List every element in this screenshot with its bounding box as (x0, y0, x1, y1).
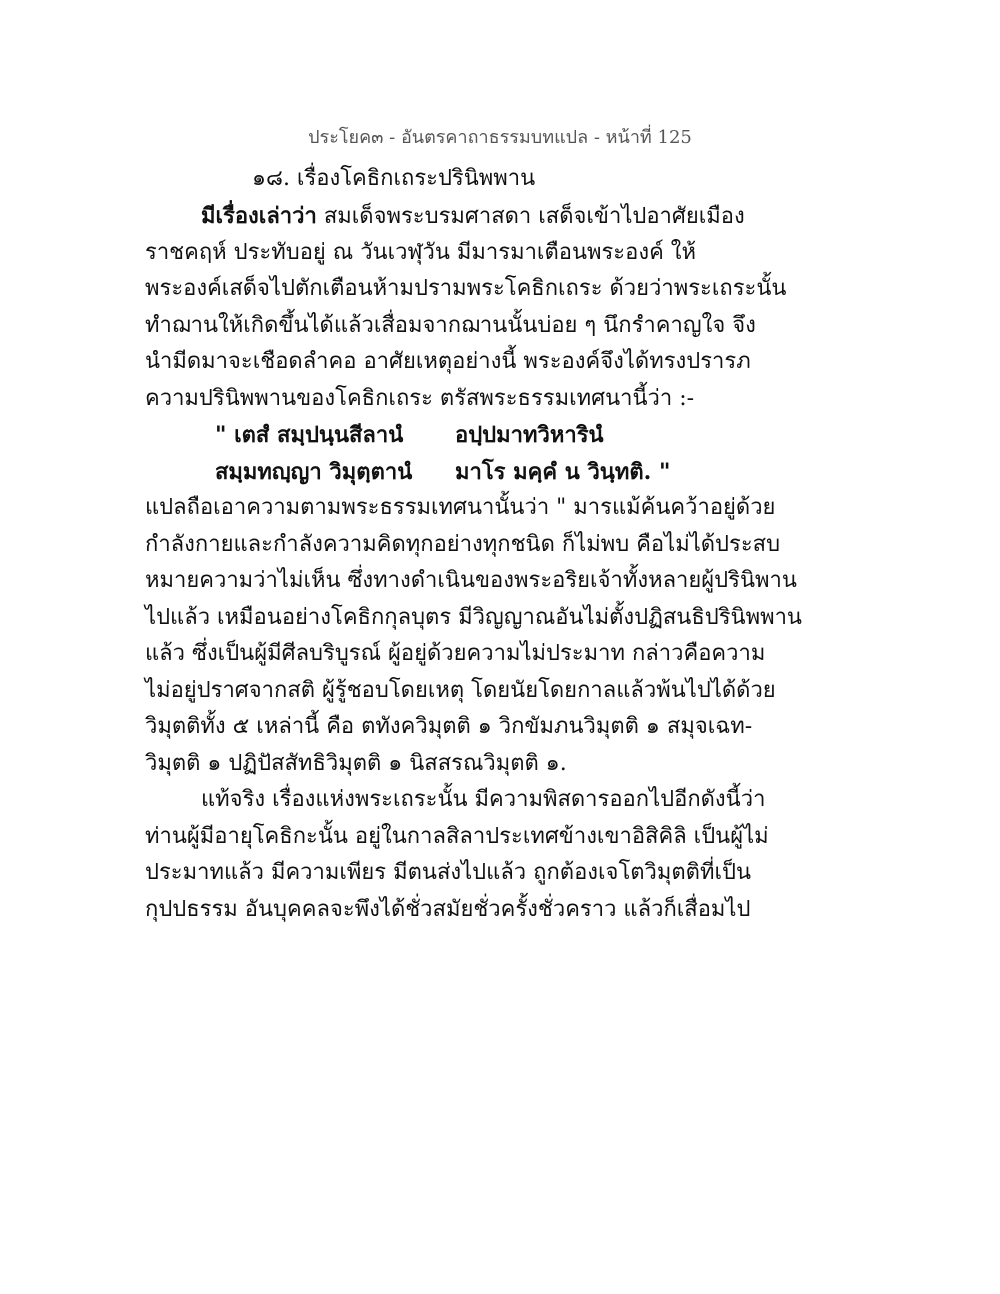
intro-lead: มีเรื่องเล่าว่า (201, 203, 317, 229)
verse-line (145, 417, 865, 454)
running-header: ประโยค๓ - อันตรคาถาธรรมบทแปล - หน้าที่ 125 (308, 127, 692, 148)
translation-line: หมายความว่าไม่เห็น ซึ่งทางดำเนินของพระอริยเจ้าทั้งหลายผู้ปรินิพาน (145, 568, 797, 593)
story-line: ท่านผู้มีอายุโคธิกะนั้น อยู่ในกาลสิลาประเทศข้างเขาอิสิคิลิ เป็นผู้ไม่ (145, 823, 769, 849)
translation-line: กำลังกายและกำลังความคิดทุกอย่างทุกชนิด ก็ไม่พบ คือไม่ได้ประสบ (145, 531, 781, 557)
body-text (145, 198, 865, 928)
translation-line: แล้ว ซึ่งเป็นผู้มีศีลบริบูรณ์ ผู้อยู่ด้วยความไม่ประมาท กล่าวคือความ (145, 641, 766, 666)
intro-line: พระองค์เสด็จไปตักเตือนห้ามปรามพระโคธิกเถระ ด้วยว่าพระเถระนั้น (145, 276, 787, 301)
intro-text: สมเด็จพระบรมศาสดา เสด็จเข้าไปอาศัยเมือง (316, 204, 745, 229)
intro-line: ทำฌานให้เกิดขึ้นได้แล้วเสื่อมจากฌานนั้นบ่อย ๆ นึกรำคาญใจ จึง (145, 312, 756, 338)
intro-line: ความปรินิพพานของโคธิกเถระ ตรัสพระธรรมเทศนานี้ว่า :- (145, 385, 695, 411)
intro-line: นำมีดมาจะเชือดลำคอ อาศัยเหตุอย่างนี้ พระองค์จึงได้ทรงปรารภ (145, 349, 751, 374)
intro-line (145, 198, 865, 235)
story-line: แท้จริง เรื่องแห่งพระเถระนั้น มีความพิสดารออกไปอีกดังนี้ว่า (201, 787, 766, 812)
verse-right: อปฺปมาทวิหารินํ (455, 422, 604, 448)
story-line: กุปปธรรม อันบุคคลจะพึงได้ชั่วสมัยชั่วครั้งชั่วคราว แล้วก็เสื่อมไป (145, 896, 751, 922)
verse-left: " เตสํ สมฺปนฺนสีลานํ (215, 422, 404, 448)
story-line: ประมาทแล้ว มีความเพียร มีตนส่งไปแล้ว ถูกต้องเจโตวิมุตติที่เป็น (145, 860, 751, 885)
translation-line: แปลถือเอาความตามพระธรรมเทศนานั้นว่า " มารแม้ค้นคว้าอยู่ด้วย (145, 495, 776, 520)
translation-line: ไม่อยู่ปราศจากสติ ผู้รู้ชอบโดยเหตุ โดยนัยโดยกาลแล้วพ้นไปได้ด้วย (145, 677, 776, 703)
translation-line: วิมุตติ ๑ ปฏิปัสสัทธิวิมุตติ ๑ นิสสรณวิมุตติ ๑. (145, 750, 567, 776)
verse-right: มาโร มคฺคํ น วินฺทติ. " (455, 458, 671, 485)
verse-left: สมฺมทญฺญา วิมุตฺตานํ (215, 458, 413, 485)
section-title: ๑๘. เรื่องโคธิกเถระปรินิพพาน (252, 166, 536, 191)
translation-line: ไปแล้ว เหมือนอย่างโคธิกกุลบุตร มีวิญญาณอันไม่ตั้งปฏิสนธิปรินิพพาน (145, 604, 802, 630)
intro-line: ราชคฤห์ ประทับอยู่ ณ วันเวฬุวัน มีมารมาเตือนพระองค์ ให้ (145, 239, 697, 265)
verse-line (145, 454, 865, 491)
translation-line: วิมุตติทั้ง ๕ เหล่านี้ คือ ตทังควิมุตติ ๑ วิกขัมภนวิมุตติ ๑ สมุจเฉท- (145, 714, 753, 739)
